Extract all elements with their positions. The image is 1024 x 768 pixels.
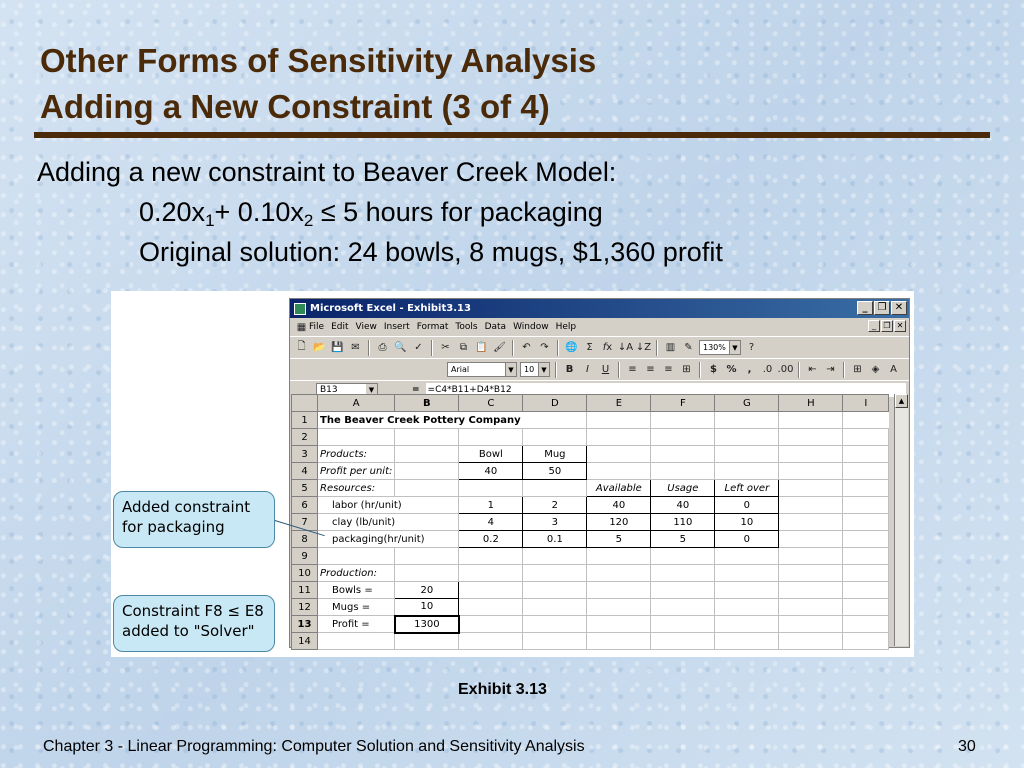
cell[interactable]: [779, 497, 843, 514]
corner-select-all[interactable]: [292, 395, 318, 412]
menu-file[interactable]: File: [309, 322, 325, 332]
new-icon[interactable]: 🗋: [297, 341, 306, 352]
row-header[interactable]: 4: [292, 463, 318, 480]
cell-f8[interactable]: 5: [651, 531, 715, 548]
spreadsheet-grid: [291, 394, 889, 650]
slide-title-line1: Other Forms of Sensitivity Analysis: [40, 42, 597, 79]
title-divider: [34, 132, 990, 138]
col-header-c[interactable]: C: [459, 395, 523, 412]
cell[interactable]: [587, 633, 651, 650]
cell[interactable]: [779, 412, 843, 429]
row-header[interactable]: 2: [292, 429, 318, 446]
constraint-term2: + 0.10x: [214, 197, 304, 227]
workbook-icon[interactable]: ▦: [296, 321, 307, 333]
cell[interactable]: [843, 548, 889, 565]
row-header[interactable]: 13: [292, 616, 318, 633]
table-row: [292, 480, 889, 497]
cell[interactable]: [651, 429, 715, 446]
doc-minimize-button[interactable]: _: [868, 320, 880, 332]
cell[interactable]: [715, 463, 779, 480]
percent-icon[interactable]: %: [726, 364, 737, 375]
autosum-icon[interactable]: Σ: [586, 342, 593, 353]
chevron-down-icon: ▼: [505, 363, 516, 376]
cell[interactable]: [779, 548, 843, 565]
row-header[interactable]: 5: [292, 480, 318, 497]
constraint-rest: ≤ 5 hours for packaging: [313, 197, 603, 227]
menu-format[interactable]: Format: [416, 322, 449, 332]
callout-packaging-line1: Added constraint: [122, 498, 251, 516]
menu-edit[interactable]: Edit: [331, 322, 349, 332]
cell[interactable]: [715, 633, 779, 650]
currency-icon[interactable]: $: [710, 364, 717, 375]
name-box-value: B13: [320, 384, 338, 395]
callout-solver-line1: Constraint F8 ≤ E8: [122, 602, 264, 620]
copy-icon[interactable]: ⧉: [459, 342, 468, 353]
formula-equals: =: [412, 384, 420, 395]
cell-a6[interactable]: labor (hr/unit): [318, 497, 459, 514]
sort-ascending-icon[interactable]: ↓A: [617, 342, 634, 353]
cell[interactable]: [843, 582, 889, 599]
cell[interactable]: [715, 582, 779, 599]
cell-f5[interactable]: Usage: [651, 480, 715, 497]
footer-page-number: 30: [958, 738, 976, 755]
cell[interactable]: [651, 412, 715, 429]
cell[interactable]: [715, 565, 779, 582]
font-color-icon[interactable]: A: [890, 364, 897, 375]
cell[interactable]: [843, 446, 889, 463]
cell[interactable]: [587, 599, 651, 616]
table-row: [292, 633, 889, 650]
cell-a5[interactable]: Resources:: [318, 480, 395, 497]
cell[interactable]: [395, 565, 459, 582]
menu-help[interactable]: Help: [555, 322, 577, 332]
cell-c4[interactable]: 40: [459, 463, 523, 480]
chevron-down-icon: ▼: [729, 341, 740, 354]
hyperlink-icon[interactable]: 🌐: [565, 342, 578, 353]
zoom-value: 130%: [703, 343, 726, 352]
cell[interactable]: [715, 429, 779, 446]
chevron-down-icon: ▼: [366, 384, 377, 396]
cell[interactable]: [715, 412, 779, 429]
table-row: [292, 429, 889, 446]
table-row: [292, 412, 889, 429]
cell-a10[interactable]: Production:: [318, 565, 395, 582]
cell[interactable]: [779, 514, 843, 531]
cell-b12[interactable]: 10: [395, 599, 459, 616]
cell[interactable]: [843, 463, 889, 480]
cell[interactable]: [651, 616, 715, 633]
cell[interactable]: [459, 548, 523, 565]
cell-g7[interactable]: 10: [715, 514, 779, 531]
align-center-icon[interactable]: ≡: [646, 364, 655, 375]
table-row: [292, 446, 889, 463]
cell[interactable]: [779, 565, 843, 582]
row-header[interactable]: 3: [292, 446, 318, 463]
cell-c7[interactable]: 4: [459, 514, 523, 531]
email-icon[interactable]: ✉: [351, 342, 360, 353]
paste-icon[interactable]: 📋: [475, 342, 488, 353]
subscript-2: 2: [303, 211, 314, 230]
cell[interactable]: [523, 565, 587, 582]
cell[interactable]: [651, 463, 715, 480]
col-header-a[interactable]: A: [318, 395, 395, 412]
col-header-d[interactable]: D: [523, 395, 587, 412]
cell-b13-selected[interactable]: 1300: [395, 616, 459, 633]
cell[interactable]: [459, 565, 523, 582]
cell[interactable]: [843, 633, 889, 650]
cell-b4[interactable]: [395, 463, 459, 480]
increase-decimal-icon[interactable]: .0: [762, 364, 773, 375]
cell[interactable]: [587, 582, 651, 599]
cell[interactable]: [395, 480, 459, 497]
cell-d4[interactable]: 50: [523, 463, 587, 480]
excel-app-icon: [294, 303, 306, 315]
menu-window[interactable]: Window: [513, 322, 549, 332]
cell[interactable]: [587, 565, 651, 582]
cell[interactable]: [587, 429, 651, 446]
restore-button[interactable]: ❐: [874, 301, 890, 315]
cell[interactable]: [843, 497, 889, 514]
cell[interactable]: [779, 616, 843, 633]
help-icon[interactable]: ?: [748, 342, 755, 353]
row-header[interactable]: 8: [292, 531, 318, 548]
menu-bar: [290, 318, 909, 336]
cell[interactable]: [715, 548, 779, 565]
cell[interactable]: [587, 616, 651, 633]
cell-c6[interactable]: 1: [459, 497, 523, 514]
menu-data[interactable]: Data: [484, 322, 507, 332]
cell[interactable]: [459, 616, 523, 633]
vertical-scrollbar[interactable]: [894, 394, 908, 646]
constraint-term1: 0.20x: [139, 197, 206, 227]
cell[interactable]: [587, 548, 651, 565]
sort-descending-icon[interactable]: ↓Z: [635, 342, 652, 353]
cell[interactable]: [395, 429, 459, 446]
cell[interactable]: [523, 480, 587, 497]
cell[interactable]: [395, 633, 459, 650]
cell-d6[interactable]: 2: [523, 497, 587, 514]
cell-d3[interactable]: Mug: [523, 446, 587, 463]
table-row: [292, 599, 889, 616]
cell[interactable]: [779, 633, 843, 650]
cell[interactable]: [523, 429, 587, 446]
cell[interactable]: [651, 446, 715, 463]
cell-e8[interactable]: 5: [587, 531, 651, 548]
minimize-button[interactable]: _: [857, 301, 873, 315]
cell[interactable]: [459, 582, 523, 599]
decrease-decimal-icon[interactable]: .00: [777, 364, 794, 375]
cell[interactable]: [843, 480, 889, 497]
cell-d8[interactable]: 0.1: [523, 531, 587, 548]
font-size-select[interactable]: [520, 362, 550, 377]
cell-b3[interactable]: [395, 446, 459, 463]
cell[interactable]: [523, 616, 587, 633]
subscript-1: 1: [205, 211, 215, 230]
original-solution-text: Original solution: 24 bowls, 8 mugs, $1,360 profit: [139, 237, 723, 267]
cell[interactable]: [843, 531, 889, 548]
cell[interactable]: [587, 412, 651, 429]
cell[interactable]: [651, 548, 715, 565]
cell[interactable]: [523, 633, 587, 650]
table-row: [292, 531, 889, 548]
row-header[interactable]: 10: [292, 565, 318, 582]
cell[interactable]: [459, 429, 523, 446]
excel-window: [289, 298, 910, 648]
cell[interactable]: [318, 548, 395, 565]
cell[interactable]: [843, 565, 889, 582]
cell-a4[interactable]: Profit per unit:: [318, 463, 395, 480]
cell[interactable]: [651, 633, 715, 650]
fill-color-icon[interactable]: ◈: [871, 364, 880, 375]
italic-icon[interactable]: I: [586, 364, 589, 375]
close-button[interactable]: ✕: [891, 301, 907, 315]
cell-g8[interactable]: 0: [715, 531, 779, 548]
footer-chapter: Chapter 3 - Linear Programming: Computer Solution and Sensitivity Analysis: [43, 738, 585, 755]
cell-a3[interactable]: Products:: [318, 446, 395, 463]
borders-icon[interactable]: ⊞: [853, 364, 862, 375]
formatting-toolbar: [290, 358, 909, 380]
col-header-i[interactable]: I: [843, 395, 889, 412]
cell[interactable]: [779, 429, 843, 446]
col-header-b[interactable]: B: [395, 395, 459, 412]
cell[interactable]: [318, 633, 395, 650]
table-row: [292, 616, 889, 633]
cell[interactable]: [523, 582, 587, 599]
cell-c8[interactable]: 0.2: [459, 531, 523, 548]
merge-center-icon[interactable]: ⊞: [682, 364, 691, 375]
cell[interactable]: [843, 429, 889, 446]
cell[interactable]: [779, 463, 843, 480]
cell-e7[interactable]: 120: [587, 514, 651, 531]
menu-insert[interactable]: Insert: [383, 322, 410, 332]
cell-d7[interactable]: 3: [523, 514, 587, 531]
cell[interactable]: [523, 548, 587, 565]
row-header[interactable]: 9: [292, 548, 318, 565]
row-header[interactable]: 7: [292, 514, 318, 531]
underline-icon[interactable]: U: [601, 364, 610, 375]
align-left-icon[interactable]: ≡: [628, 364, 637, 375]
align-right-icon[interactable]: ≡: [664, 364, 673, 375]
col-header-f[interactable]: F: [651, 395, 715, 412]
undo-icon[interactable]: ↶: [522, 342, 531, 353]
constraint-text: [139, 192, 603, 232]
cell[interactable]: [779, 480, 843, 497]
cell[interactable]: [395, 548, 459, 565]
cell-a8[interactable]: packaging(hr/unit): [318, 531, 459, 548]
print-preview-icon[interactable]: 🔍: [394, 342, 407, 353]
cell[interactable]: [459, 480, 523, 497]
row-header[interactable]: 12: [292, 599, 318, 616]
cell-a1[interactable]: The Beaver Creek Pottery Company: [318, 412, 587, 429]
font-size-value: 10: [524, 365, 535, 374]
redo-icon[interactable]: ↷: [540, 342, 549, 353]
cell[interactable]: [651, 599, 715, 616]
col-header-g[interactable]: G: [715, 395, 779, 412]
chevron-down-icon: ▼: [538, 363, 549, 376]
cell-f6[interactable]: 40: [651, 497, 715, 514]
cut-icon[interactable]: ✂: [441, 342, 450, 353]
cell[interactable]: [779, 599, 843, 616]
table-row: [292, 497, 889, 514]
bold-icon[interactable]: B: [565, 364, 574, 375]
col-header-h[interactable]: H: [779, 395, 843, 412]
save-icon[interactable]: 💾: [331, 342, 344, 353]
cell-f7[interactable]: 110: [651, 514, 715, 531]
row-header[interactable]: 14: [292, 633, 318, 650]
table-row: [292, 582, 889, 599]
callout-solver: [113, 595, 275, 652]
doc-close-button[interactable]: ✕: [894, 320, 906, 332]
scroll-up-icon[interactable]: ▲: [895, 394, 908, 408]
decrease-indent-icon[interactable]: ⇤: [808, 364, 817, 375]
drawing-icon[interactable]: ✎: [684, 342, 693, 353]
cell[interactable]: [779, 531, 843, 548]
cell-g6[interactable]: 0: [715, 497, 779, 514]
cell[interactable]: [587, 446, 651, 463]
col-header-e[interactable]: E: [587, 395, 651, 412]
comma-icon[interactable]: ,: [747, 364, 752, 375]
cell-c3[interactable]: Bowl: [459, 446, 523, 463]
cell[interactable]: [715, 616, 779, 633]
format-painter-icon[interactable]: 🖌: [493, 342, 506, 353]
cell[interactable]: [523, 599, 587, 616]
cell[interactable]: [779, 582, 843, 599]
font-name-select[interactable]: [447, 362, 517, 377]
cell[interactable]: [779, 446, 843, 463]
print-icon[interactable]: ⎙: [378, 342, 387, 353]
callout-packaging-line2: for packaging: [122, 518, 225, 536]
cell-a13[interactable]: Profit =: [318, 616, 395, 633]
cell-e5[interactable]: Available: [587, 480, 651, 497]
excel-title-bar: [290, 299, 909, 318]
row-header[interactable]: 11: [292, 582, 318, 599]
table-row: [292, 548, 889, 565]
spelling-icon[interactable]: ✓: [414, 342, 423, 353]
formula-input[interactable]: =C4*B11+D4*B12: [426, 383, 906, 397]
table-row: [292, 514, 889, 531]
slide-title: [40, 38, 596, 130]
cell-a7[interactable]: clay (lb/unit): [318, 514, 459, 531]
cell[interactable]: [459, 633, 523, 650]
function-icon[interactable]: f x: [602, 342, 613, 353]
menu-tools[interactable]: Tools: [455, 322, 478, 332]
cell[interactable]: [459, 599, 523, 616]
zoom-select[interactable]: [699, 340, 741, 355]
cell[interactable]: [715, 599, 779, 616]
cell-b11[interactable]: 20: [395, 582, 459, 599]
excel-window-title: Microsoft Excel - Exhibit3.13: [310, 303, 471, 314]
intro-text: Adding a new constraint to Beaver Creek Model:: [37, 157, 617, 187]
cell-g5[interactable]: Left over: [715, 480, 779, 497]
open-icon[interactable]: 📂: [313, 342, 326, 353]
cell[interactable]: [843, 514, 889, 531]
row-header[interactable]: 1: [292, 412, 318, 429]
cell[interactable]: [651, 582, 715, 599]
callout-solver-line2: added to "Solver": [122, 622, 255, 640]
cell[interactable]: [587, 463, 651, 480]
cell[interactable]: [843, 616, 889, 633]
cell[interactable]: [651, 565, 715, 582]
cell-a11[interactable]: Bowls =: [318, 582, 395, 599]
table-row: [292, 463, 889, 480]
cell-e6[interactable]: 40: [587, 497, 651, 514]
standard-toolbar: [290, 336, 909, 358]
chart-wizard-icon[interactable]: ▥: [665, 342, 676, 353]
row-header[interactable]: 6: [292, 497, 318, 514]
cell[interactable]: [715, 446, 779, 463]
increase-indent-icon[interactable]: ⇥: [826, 364, 835, 375]
exhibit-caption: Exhibit 3.13: [458, 681, 547, 698]
callout-packaging: [113, 491, 275, 548]
cell[interactable]: [318, 429, 395, 446]
font-name-value: Arial: [451, 365, 470, 374]
table-row: [292, 565, 889, 582]
cell-a12[interactable]: Mugs =: [318, 599, 395, 616]
cell[interactable]: [843, 599, 889, 616]
slide-title-line2: Adding a New Constraint (3 of 4): [40, 88, 550, 125]
menu-view[interactable]: View: [355, 322, 377, 332]
doc-restore-button[interactable]: ❐: [881, 320, 893, 332]
